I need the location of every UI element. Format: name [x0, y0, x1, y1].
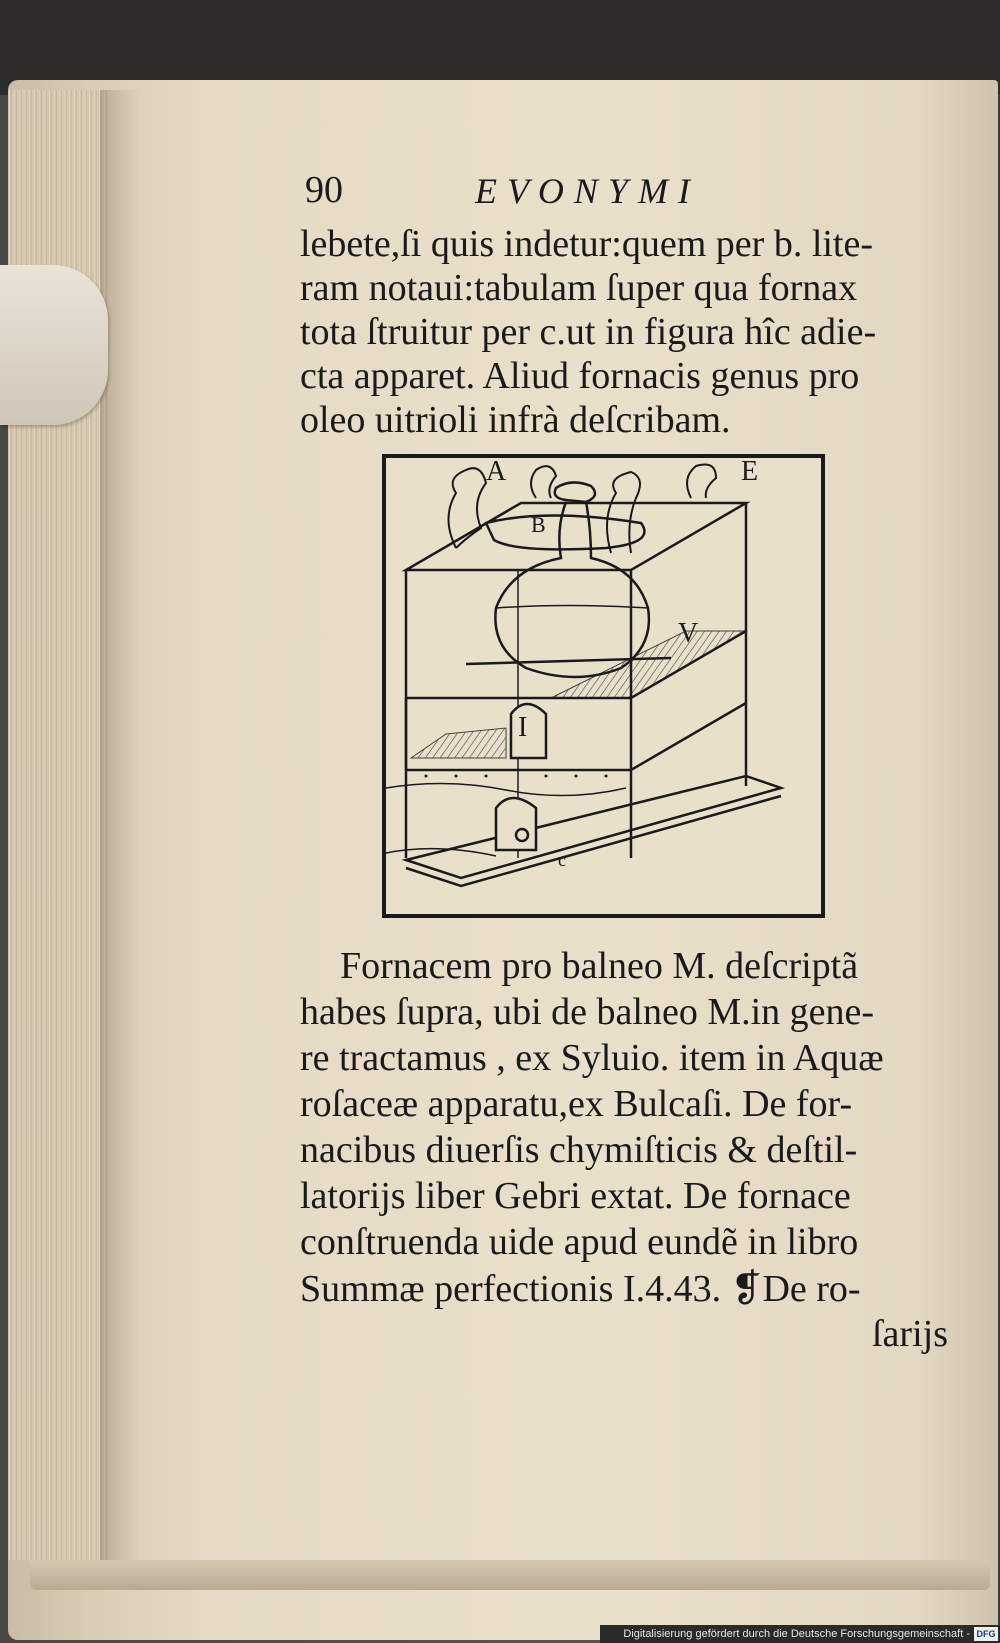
bookmark-strip	[0, 265, 108, 425]
page-header	[305, 168, 925, 218]
figure-label-i: I	[518, 712, 528, 743]
furnace-woodcut	[382, 454, 825, 918]
text-line: roſaceæ apparatu,ex Bulcaſi. De for-	[300, 1083, 853, 1125]
text-line: lebete,ſi quis indetur:quem per b. lite-	[300, 223, 874, 265]
text-line: tota ſtruitur per c.ut in figura hîc adie-	[300, 311, 877, 353]
furnace-illustration	[386, 458, 821, 914]
text-line: oleo uitrioli infrà deſcribam.	[300, 399, 731, 441]
text-line: latorijs liber Gebri extat. De fornace	[300, 1175, 851, 1217]
text-line: habes ſupra, ubi de balneo M.in gene-	[300, 991, 875, 1033]
text-line: conſtruenda uide apud eundẽ in libro	[300, 1221, 859, 1263]
dfg-logo: DFG	[974, 1627, 998, 1641]
page-bottom-edge	[30, 1560, 990, 1590]
figure-label-v: V	[678, 618, 699, 649]
text-line: Fornacem pro balneo M. deſcriptã	[340, 945, 859, 987]
figure-label-b: B	[531, 512, 546, 537]
text-line: Summæ perfectionis I.4.43. ❡De ro-	[300, 1268, 861, 1310]
figure-label-c: c	[558, 850, 566, 870]
page-number: 90	[305, 169, 343, 211]
figure-label-e: E	[741, 456, 759, 487]
catchword: ſarijs	[872, 1313, 948, 1355]
text-line: re tractamus , ex Syluio. item in Aquæ	[300, 1037, 884, 1079]
text-line: ram notaui:tabulam ſuper qua fornax	[300, 267, 858, 309]
running-head: EVONYMI	[475, 171, 700, 211]
digitization-credit: Digitalisierung gefördert durch die Deutsche Forschungsgemeinschaft -	[600, 1625, 1000, 1643]
text-line: cta apparet. Aliud fornacis genus pro	[300, 355, 860, 397]
figure-label-a: A	[486, 456, 507, 487]
text-line: nacibus diuerſis chymiſticis & deſtil-	[300, 1129, 858, 1171]
